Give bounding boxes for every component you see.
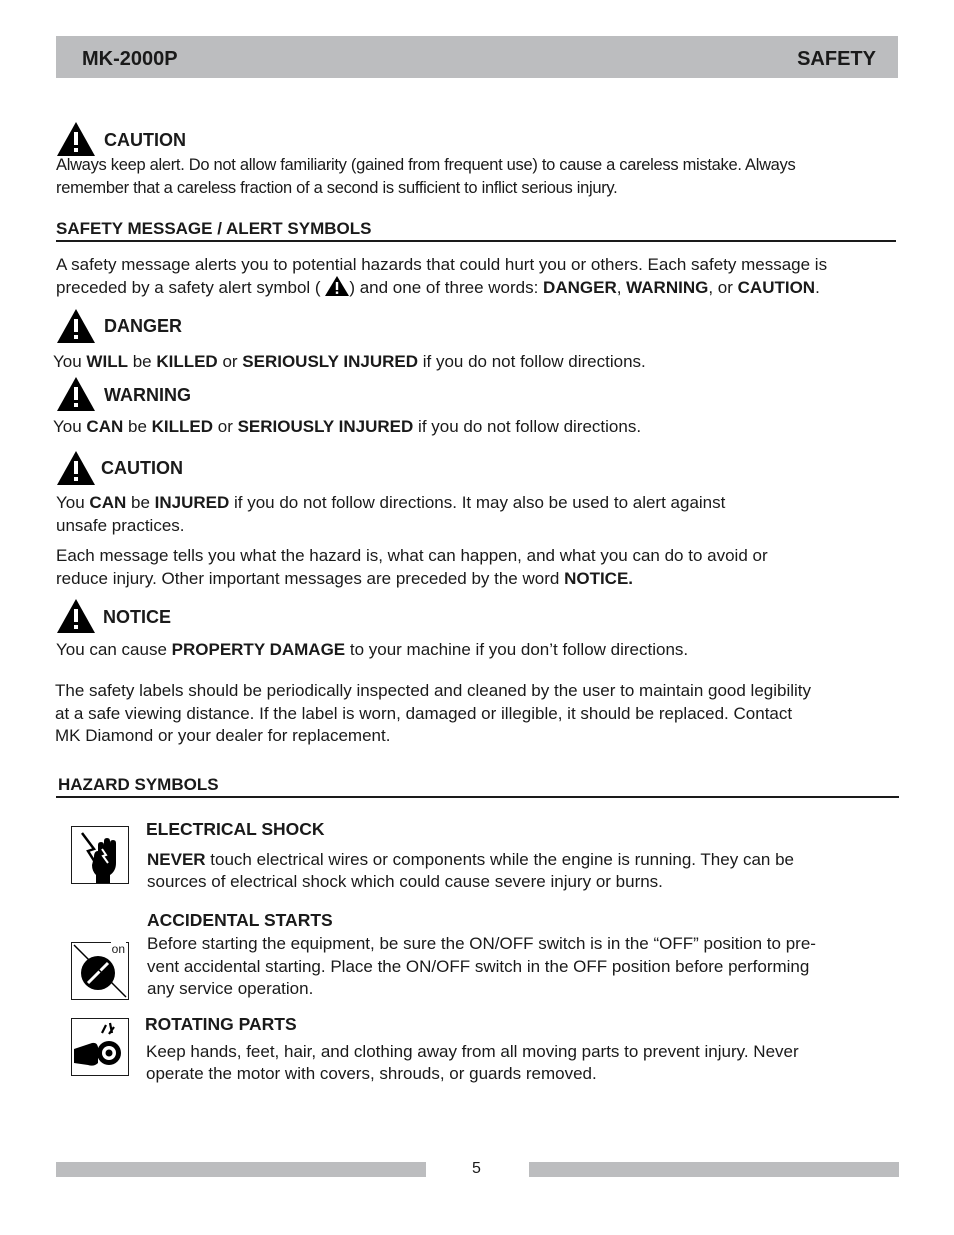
each-message-line-1: Each message tells you what the hazard is, what can happen, and what you can do to avoid or: [56, 546, 768, 565]
bold-text: NOTICE.: [564, 569, 634, 588]
notice-text: [56, 638, 688, 661]
bold-text: KILLED: [156, 352, 218, 371]
text: or: [217, 352, 243, 371]
notice-label: NOTICE: [103, 607, 172, 627]
caution-intro-line-2: remember that a careless fraction of a second is sufficient to inflict serious injury.: [56, 179, 618, 197]
labels-paragraph-line-1: The safety labels should be periodically inspected and cleaned by the user to maintain good legibility: [55, 681, 812, 700]
warning-triangle-icon: [56, 450, 96, 486]
each-message-line-2: [56, 567, 633, 590]
text: to your machine if you don’t follow directions.: [345, 640, 689, 659]
text: be: [123, 417, 152, 436]
text: or: [213, 417, 238, 436]
section-heading-hazard: HAZARD SYMBOLS: [56, 775, 899, 798]
warning-label: WARNING: [104, 385, 191, 405]
labels-paragraph-line-2: at a safe viewing distance. If the label is worn, damaged or illegible, it should be replaced. Contact: [55, 704, 793, 723]
text: if you do not follow directions.: [418, 352, 646, 371]
section-heading-alert: SAFETY MESSAGE / ALERT SYMBOLS: [56, 219, 896, 242]
text: You can cause: [56, 640, 172, 659]
word-warning: WARNING: [626, 278, 709, 297]
warning-text: [53, 415, 641, 438]
text: reduce injury. Other important messages are preceded by the word: [56, 569, 565, 588]
accidental-starts-line-1: Before starting the equipment, be sure the ON/OFF switch is in the “OFF” position to pre-: [147, 934, 816, 953]
warning-triangle-icon: [56, 598, 96, 634]
period: .: [815, 278, 820, 297]
footer-bar-left: [56, 1162, 426, 1177]
rotating-parts-title: ROTATING PARTS: [145, 1014, 297, 1034]
text: You: [53, 352, 87, 371]
rotating-parts-line-1: Keep hands, feet, hair, and clothing away from all moving parts to prevent injury. Never: [146, 1042, 799, 1061]
accidental-starts-line-2: vent accidental starting. Place the ON/OFF switch in the OFF position before performing: [147, 957, 810, 976]
text: touch electrical wires or components while the engine is running. They can be: [205, 850, 794, 869]
bold-text: NEVER: [147, 850, 206, 869]
bold-text: KILLED: [151, 417, 214, 436]
electrical-shock-line-1: [147, 848, 794, 871]
model-name: MK-2000P: [82, 48, 178, 70]
bold-text: CAN: [89, 493, 127, 512]
text: You: [53, 417, 87, 436]
caution-label: CAUTION: [101, 458, 183, 478]
electric-shock-hand-icon: [71, 826, 129, 884]
text: if you do not follow directions. It may also be used to alert against: [229, 493, 726, 512]
text: be: [126, 493, 155, 512]
footer-bar-right: [529, 1162, 899, 1177]
separator: , or: [708, 278, 738, 297]
safety-alert-symbol-icon: [325, 276, 349, 296]
danger-text: [53, 350, 646, 373]
alert-intro-mid: ) and one of three words:: [349, 278, 544, 297]
labels-paragraph-line-3: MK Diamond or your dealer for replacement.: [55, 726, 391, 745]
caution-intro-label: CAUTION: [104, 130, 186, 150]
word-danger: DANGER: [543, 278, 617, 297]
alert-intro-line-2: [56, 276, 820, 299]
bold-text: PROPERTY DAMAGE: [171, 640, 346, 659]
word-caution: CAUTION: [737, 278, 816, 297]
separator: ,: [616, 278, 627, 297]
bold-text: CAN: [86, 417, 124, 436]
rotating-parts-hand-icon: [71, 1018, 129, 1076]
text: be: [127, 352, 157, 371]
section-title: SAFETY: [797, 48, 876, 70]
page-number: 5: [472, 1160, 481, 1177]
text: if you do not follow directions.: [413, 417, 642, 436]
electrical-shock-line-2: sources of electrical shock which could cause severe injury or burns.: [147, 872, 663, 891]
header-bar: [56, 36, 898, 78]
text: You: [56, 493, 90, 512]
danger-label: DANGER: [104, 316, 183, 336]
switch-on-prohibited-icon: [71, 942, 129, 1000]
rotating-parts-line-2: operate the motor with covers, shrouds, or guards removed.: [146, 1064, 597, 1083]
alert-intro-pre: preceded by a safety alert symbol (: [56, 278, 321, 297]
caution-intro-line-1: Always keep alert. Do not allow familiarity (gained from frequent use) to cause a careless mistake. Always: [56, 156, 796, 174]
bold-text: INJURED: [154, 493, 230, 512]
accidental-starts-line-3: any service operation.: [147, 979, 314, 998]
bold-text: SERIOUSLY INJURED: [242, 352, 419, 371]
bold-text: WILL: [86, 352, 128, 371]
alert-intro-line-1: A safety message alerts you to potential hazards that could hurt you or others. Each safety message is: [56, 255, 828, 274]
warning-triangle-icon: [56, 376, 96, 412]
accidental-starts-title: ACCIDENTAL STARTS: [147, 910, 333, 930]
electrical-shock-title: ELECTRICAL SHOCK: [146, 819, 325, 839]
on-label: on: [111, 942, 125, 956]
warning-triangle-icon: [56, 121, 96, 157]
warning-triangle-icon: [56, 308, 96, 344]
bold-text: SERIOUSLY INJURED: [237, 417, 414, 436]
caution-text-line-1: [56, 491, 725, 514]
caution-text-line-2: unsafe practices.: [56, 516, 185, 535]
